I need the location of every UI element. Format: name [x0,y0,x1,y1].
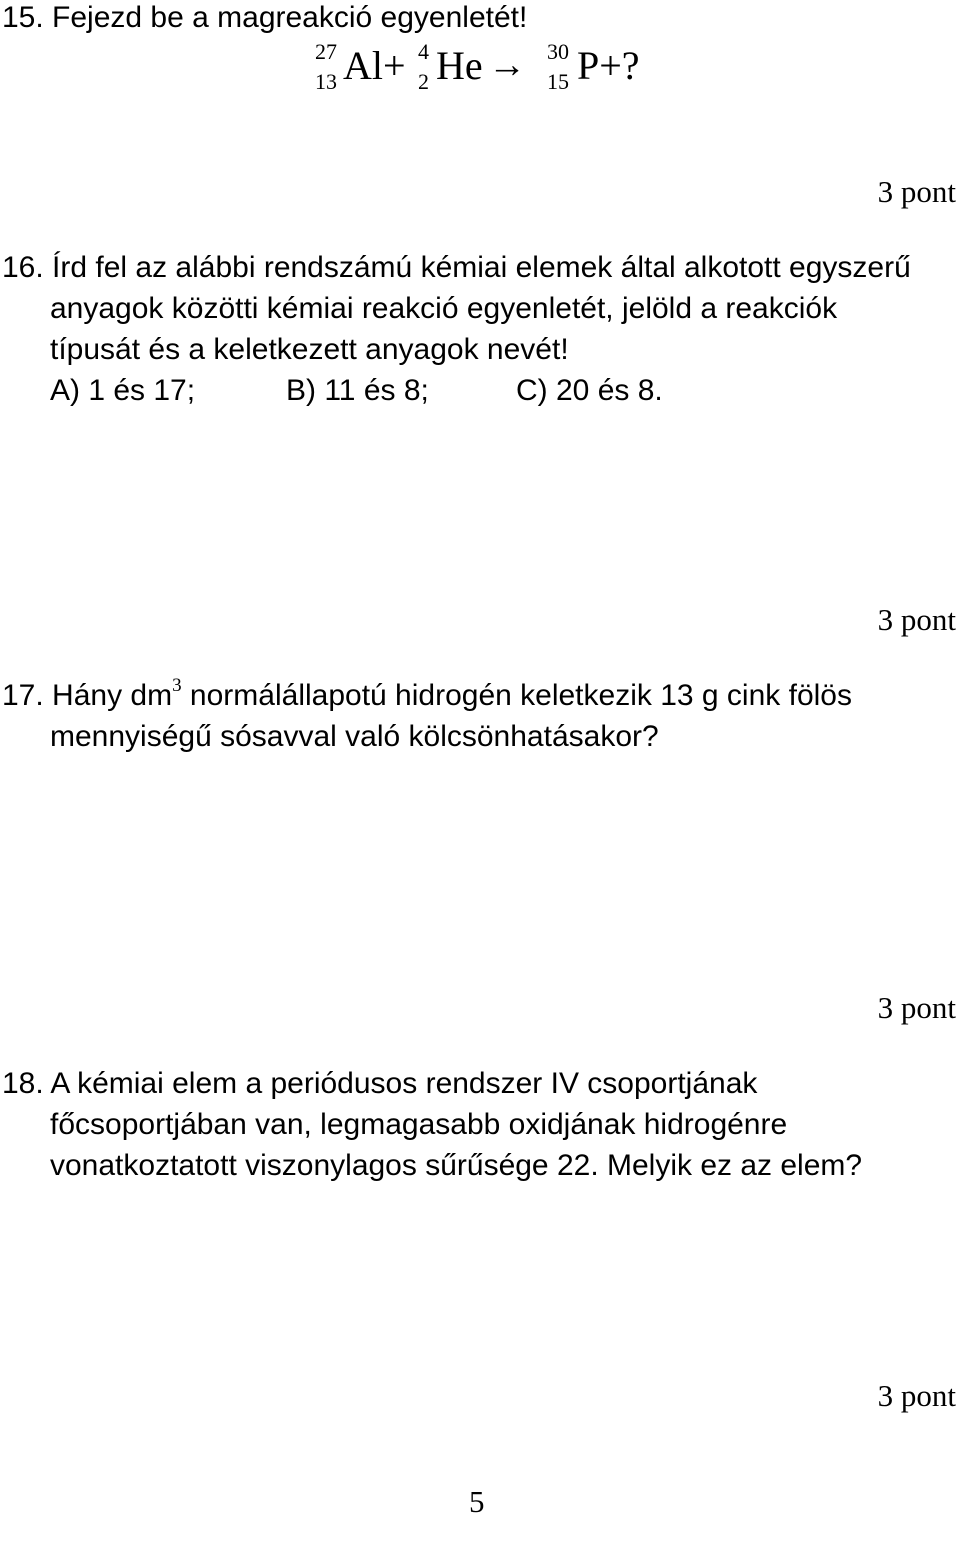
page-number: 5 [469,1484,485,1519]
q17-line1-end: normálállapotú hidrogén keletkezik 13 g cink fölös [181,679,852,712]
al-symbol: Al+ [343,43,406,88]
q16-line3: típusát és a keletkezett anyagok nevét! [50,333,569,366]
q18-line2: főcsoportjában van, legmagasabb oxidjának hidrogénre [50,1108,788,1141]
cubic-superscript: 3 [172,675,182,696]
he-mass-number: 4 [418,39,429,64]
q16-option-b: B) 11 és 8; [286,374,429,407]
q17-line1-start: 17. Hány dm [2,679,173,712]
q15-points: 3 pont [877,174,956,209]
q17-points: 3 pont [877,990,956,1025]
he-symbol: He [436,43,483,88]
p-symbol: P+? [577,43,640,88]
q18-line3: vonatkoztatott viszonylagos sűrűsége 22. Melyik ez az elem? [50,1149,863,1182]
q16-line1: 16. Írd fel az alábbi rendszámú kémiai elemek által alkotott egyszerű [2,251,911,284]
arrow-icon: → [488,44,526,86]
q16-line2: anyagok közötti kémiai reakció egyenletét, jelöld a reakciók [50,292,838,325]
q16-option-a: A) 1 és 17; [50,374,196,407]
q16-option-c: C) 20 és 8. [516,374,663,407]
q15-title: 15. Fejezd be a magreakció egyenletét! [2,1,528,34]
q17-line2: mennyiségű sósavval való kölcsönhatásakor? [50,720,659,753]
p-mass-number: 30 [547,39,569,64]
al-atomic-number: 13 [315,69,337,94]
q15-nuclear-equation [0,0,960,110]
q18-line1: 18. A kémiai elem a periódusos rendszer IV csoportjának [2,1067,758,1100]
q17-line1 [2,675,852,718]
al-mass-number: 27 [315,39,337,64]
p-atomic-number: 15 [547,69,569,94]
q16-points: 3 pont [877,602,956,637]
he-atomic-number: 2 [418,69,429,94]
q18-points: 3 pont [877,1378,956,1413]
